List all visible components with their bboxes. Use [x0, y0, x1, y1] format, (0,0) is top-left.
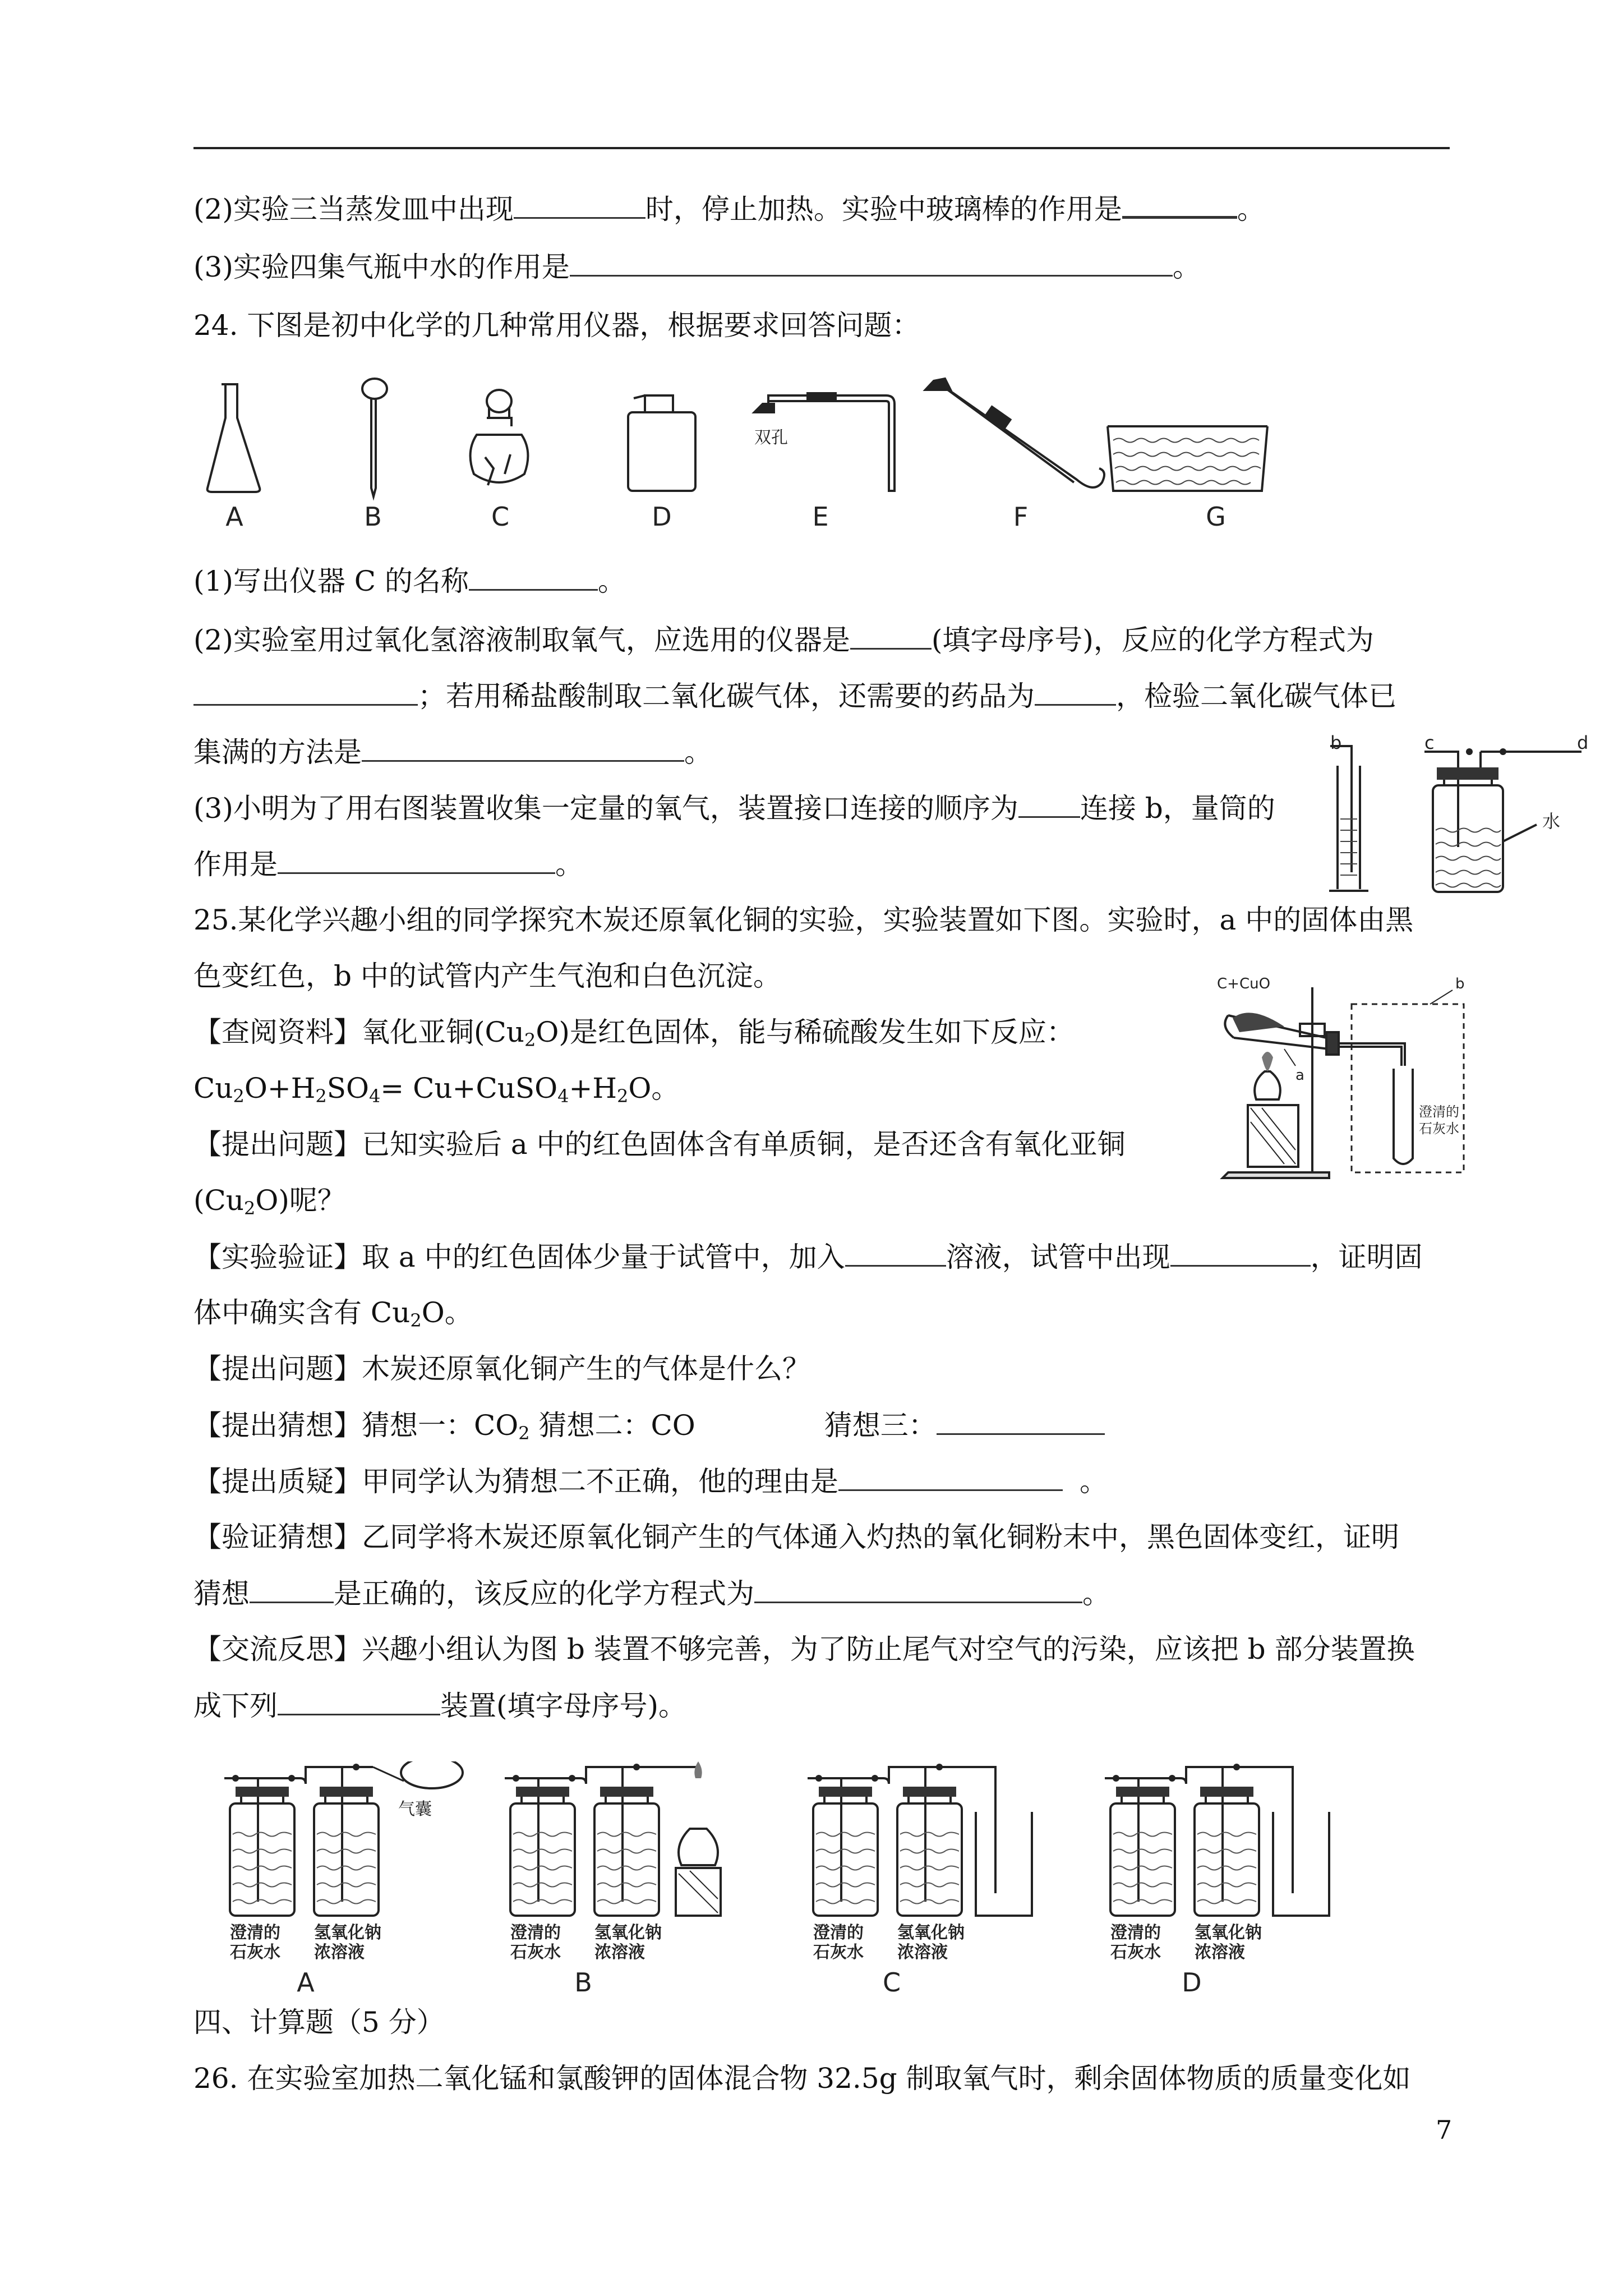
- instrument-label: C: [491, 501, 510, 532]
- q25-equation: $Cu_2O+H_2SO_4=$ $Cu+CuSO_4+H_2O$。: [193, 1072, 680, 1107]
- q25-reflection-line1: 【交流反思】兴趣小组认为图 b 装置不够完善，为了防止尾气对空气的污染，应该把 b 部分装置换: [193, 1633, 1415, 1665]
- answer-blank[interactable]: [754, 1573, 1082, 1603]
- limewater-label: 石灰水: [1419, 1121, 1459, 1137]
- bottle-label: 浓溶液: [1195, 1943, 1245, 1962]
- answer-blank[interactable]: [514, 189, 645, 219]
- instrument-label: B: [364, 501, 382, 532]
- bottle-label: 石灰水: [1110, 1943, 1161, 1962]
- answer-blank[interactable]: [845, 1237, 946, 1267]
- answer-blank[interactable]: [838, 1461, 1063, 1491]
- q24-part2-line3: 集满的方法是 。: [193, 732, 1461, 772]
- label-b: b: [1455, 976, 1465, 992]
- bottle-label: 澄清的: [510, 1923, 561, 1943]
- q24-stem: 24. 下图是初中化学的几种常用仪器，根据要求回答问题：: [193, 309, 920, 342]
- q23-part2: (2)实验三当蒸发皿中出现 时，停止加热。实验中玻璃棒的作用是 。: [193, 188, 1461, 229]
- q24-part2-line2: ；若用稀盐酸制取二氧化碳气体，还需要的药品为 ，检验二氧化碳气体已: [193, 676, 1461, 716]
- q25-stem-line2: 色变红色，b 中的试管内产生气泡和白色沉淀。: [193, 960, 781, 992]
- bottle-label: 石灰水: [510, 1943, 561, 1962]
- q25-verification-line2: 体中确实含有 $Cu_2O$。: [193, 1296, 473, 1331]
- answer-blank[interactable]: [1035, 676, 1116, 706]
- answer-blank[interactable]: [850, 620, 932, 650]
- port-label-c: c: [1424, 735, 1435, 753]
- option-label: C: [882, 1967, 901, 1997]
- header-rule: [193, 147, 1450, 149]
- bottle-label: 浓溶液: [594, 1943, 645, 1962]
- answer-blank[interactable]: [1170, 1237, 1311, 1267]
- q25-reference: 【查阅资料】氧化亚铜$(Cu_2O)$是红色固体，能与稀硫酸发生如下反应：: [193, 1016, 1075, 1051]
- carbon-reduction-figure: [1217, 965, 1475, 1189]
- option-label: A: [297, 1967, 315, 1997]
- reactants-label: C+CuO: [1217, 976, 1271, 992]
- bottle-label: 石灰水: [230, 1943, 280, 1962]
- q25-check-line1: 【验证猜想】乙同学将木炭还原氧化铜产生的气体通入灼热的氧化铜粉末中，黑色固体变红，证明: [193, 1521, 1399, 1553]
- q25-question1-line2: $(Cu_2O)$呢？: [193, 1184, 345, 1219]
- page-number: 7: [1436, 2115, 1453, 2145]
- option-label: B: [574, 1967, 592, 1997]
- q24-part3-line2: 作用是 。: [193, 844, 1461, 884]
- instrument-label: F: [1013, 501, 1029, 532]
- q23-part3: (3)实验四集气瓶中水的作用是 。: [193, 247, 1461, 287]
- q24-part2-line1: (2)实验室用过氧化氢溶液制取氧气，应选用的仪器是 (填字母序号)，反应的化学方程式为: [193, 620, 1461, 660]
- limewater-label: 澄清的: [1419, 1104, 1459, 1120]
- option-label: D: [1182, 1967, 1202, 1997]
- q25-guesses: 【提出猜想】猜想一：$CO_2$ 猜想二：CO 猜想三：: [193, 1405, 1461, 1445]
- q25-question1-line1: 【提出问题】已知实验后 a 中的红色固体含有单质铜，是否还含有氧化亚铜: [193, 1128, 1126, 1161]
- instrument-label: E: [812, 501, 829, 532]
- water-label: 水: [1542, 811, 1561, 832]
- answer-blank[interactable]: [193, 676, 418, 706]
- q25-question2: 【提出问题】木炭还原氧化铜产生的气体是什么？: [193, 1352, 810, 1385]
- answer-blank[interactable]: [469, 561, 598, 591]
- answer-blank[interactable]: [1122, 188, 1237, 219]
- answer-blank[interactable]: [278, 1686, 440, 1715]
- bottle-label: 氢氧化钠: [897, 1923, 965, 1943]
- q25-reflection-line2: 成下列 装置(填字母序号)。: [193, 1686, 1461, 1726]
- bottle-label: 氢氧化钠: [594, 1923, 662, 1943]
- q24-part3-line1: (3)小明为了用右图装置收集一定量的氧气，装置接口连接的顺序为 连接 b，量筒的: [193, 788, 1287, 828]
- bottle-label: 氢氧化钠: [1195, 1923, 1262, 1943]
- answer-blank[interactable]: [362, 732, 684, 762]
- q24-part1: (1)写出仪器 C 的名称 。: [193, 561, 1461, 601]
- q25-stem-line1: 25.某化学兴趣小组的同学探究木炭还原氧化铜的实验，实验装置如下图。实验时，a 中的固体由黑: [193, 904, 1414, 936]
- tail-gas-options-figure: [219, 1761, 1419, 1997]
- bottle-label: 澄清的: [1110, 1923, 1161, 1943]
- label-a: a: [1295, 1067, 1304, 1084]
- bottle-label: 浓溶液: [897, 1943, 948, 1962]
- instrument-label: G: [1206, 501, 1226, 532]
- bottle-label: 氢氧化钠: [314, 1923, 381, 1943]
- bottle-label: 澄清的: [230, 1923, 280, 1943]
- answer-blank[interactable]: [250, 1573, 334, 1603]
- bottle-label: 浓溶液: [314, 1943, 365, 1962]
- instrument-e-tag: 双孔: [754, 428, 788, 448]
- instrument-label: A: [225, 501, 243, 532]
- cylinder-setup-figure: [1318, 735, 1598, 898]
- q25-doubt: 【提出质疑】甲同学认为猜想二不正确，他的理由是 。: [193, 1461, 1461, 1501]
- answer-blank[interactable]: [570, 247, 1173, 277]
- bottle-label: 澄清的: [813, 1923, 864, 1943]
- q26-stem: 26. 在实验室加热二氧化锰和氯酸钾的固体混合物 32.5g 制取氧气时，剩余固体物质的质量变化如: [193, 2062, 1411, 2095]
- q25-check-line2: 猜想 是正确的，该反应的化学方程式为 。: [193, 1573, 1461, 1613]
- answer-blank[interactable]: [937, 1405, 1105, 1435]
- answer-blank[interactable]: [278, 844, 555, 874]
- bottle-label: 石灰水: [813, 1943, 864, 1962]
- instrument-label: D: [652, 501, 672, 532]
- instruments-figure: [202, 373, 1301, 536]
- port-label-d: d: [1577, 735, 1589, 753]
- balloon-label: 气囊: [398, 1800, 432, 1819]
- q25-verification-line1: 【实验验证】取 a 中的红色固体少量于试管中，加入 溶液，试管中出现 ，证明固: [193, 1237, 1461, 1277]
- port-label-b: b: [1330, 735, 1342, 753]
- section-heading: 四、计算题（5 分）: [193, 2006, 445, 2039]
- answer-blank[interactable]: [1018, 788, 1080, 818]
